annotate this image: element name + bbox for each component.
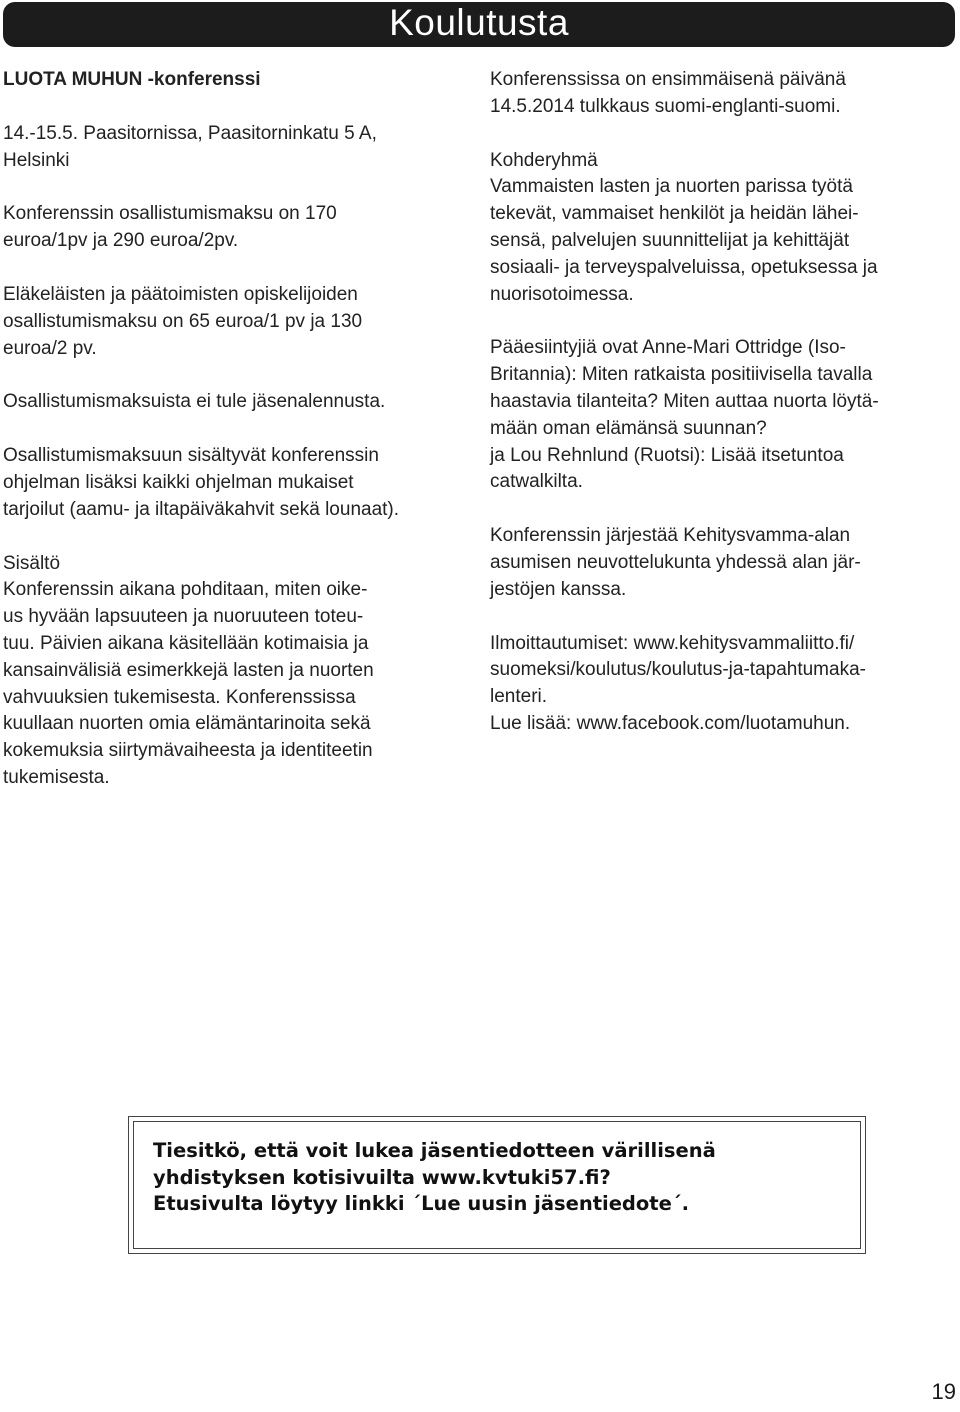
speakers-paragraph: Pääesiintyjiä ovat Anne-Mari Ottridge (Iso- Britannia): Miten ratkaista positiivisella tavalla haastavia tilanteita? Miten auttaa nuorta löytä- mään oman elämänsä suunnan? ja Lou Rehnlund (Ruotsi): Lisää itsetuntoa catwalkilta.	[490, 337, 879, 493]
section-title: Koulutusta	[389, 2, 569, 43]
venue-paragraph: 14.-15.5. Paasitornissa, Paasitorninkatu 5 A, Helsinki	[3, 122, 377, 171]
section-header-bar	[3, 2, 955, 47]
interpretation-paragraph: Konferenssissa on ensimmäisenä päivänä 14.5.2014 tulkkaus suomi-englanti-suomi.	[490, 69, 846, 117]
content-paragraph: Sisältö Konferenssin aikana pohditaan, miten oike- us hyvään lapsuuteen ja nuoruuteen toteu- tuu. Päivien aikana käsitellään kotimaisia ja kansainvälisiä esimerkkejä lasten ja nuorten vahvuuksien tukemisesta. Konferenssissa kuullaan nuorten omia elämäntarinoita sekä kokemuksia siirtymävaiheesta ja identiteetin tukemisesta.	[3, 552, 374, 788]
page-number: 19	[931, 1379, 956, 1404]
registration-paragraph: Ilmoittautumiset: www.kehitysvammaliitto.fi/ suomeksi/koulutus/koulutus-ja-tapahtumaka- lenteri. Lue lisää: www.facebook.com/luotamuhun.	[490, 632, 866, 734]
left-column	[3, 67, 463, 792]
organizer-paragraph: Konferenssin järjestää Kehitysvamma-alan asumisen neuvottelukunta yhdessä alan jär- jestöjen kanssa.	[490, 525, 861, 600]
fee-paragraph: Konferenssin osallistumismaksu on 170 euroa/1pv ja 290 euroa/2pv.	[3, 203, 337, 252]
conference-heading: LUOTA MUHUN -konferenssi	[3, 69, 261, 90]
reduced-fee-paragraph: Eläkeläisten ja päätoimisten opiskelijoiden osallistumismaksu on 65 euroa/1 pv ja 130 euroa/2 pv.	[3, 283, 363, 359]
notice-box	[128, 1116, 866, 1254]
target-group-paragraph: Kohderyhmä Vammaisten lasten ja nuorten parissa työtä tekevät, vammaiset henkilöt ja heidän lähei- sensä, palvelujen suunnittelijat ja kehittäjät sosiaali- ja terveyspalveluissa, opetuksessa ja nuorisotoimessa.	[490, 149, 878, 305]
right-column	[490, 67, 952, 738]
included-paragraph: Osallistumismaksuun sisältyvät konferenssin ohjelman lisäksi kaikki ohjelman mukaiset tarjoilut (aamu- ja iltapäiväkahvit sekä lounaat).	[3, 445, 400, 520]
notice-text: Tiesitkö, että voit lukea jäsentiedotteen värillisenä yhdistyksen kotisivuilta www.kvtuki57.fi? Etusivulta löytyy linkki ´Lue uusin jäsentiedote´.	[153, 1139, 716, 1215]
no-discount-paragraph: Osallistumismaksuista ei tule jäsenalennusta.	[3, 391, 386, 413]
